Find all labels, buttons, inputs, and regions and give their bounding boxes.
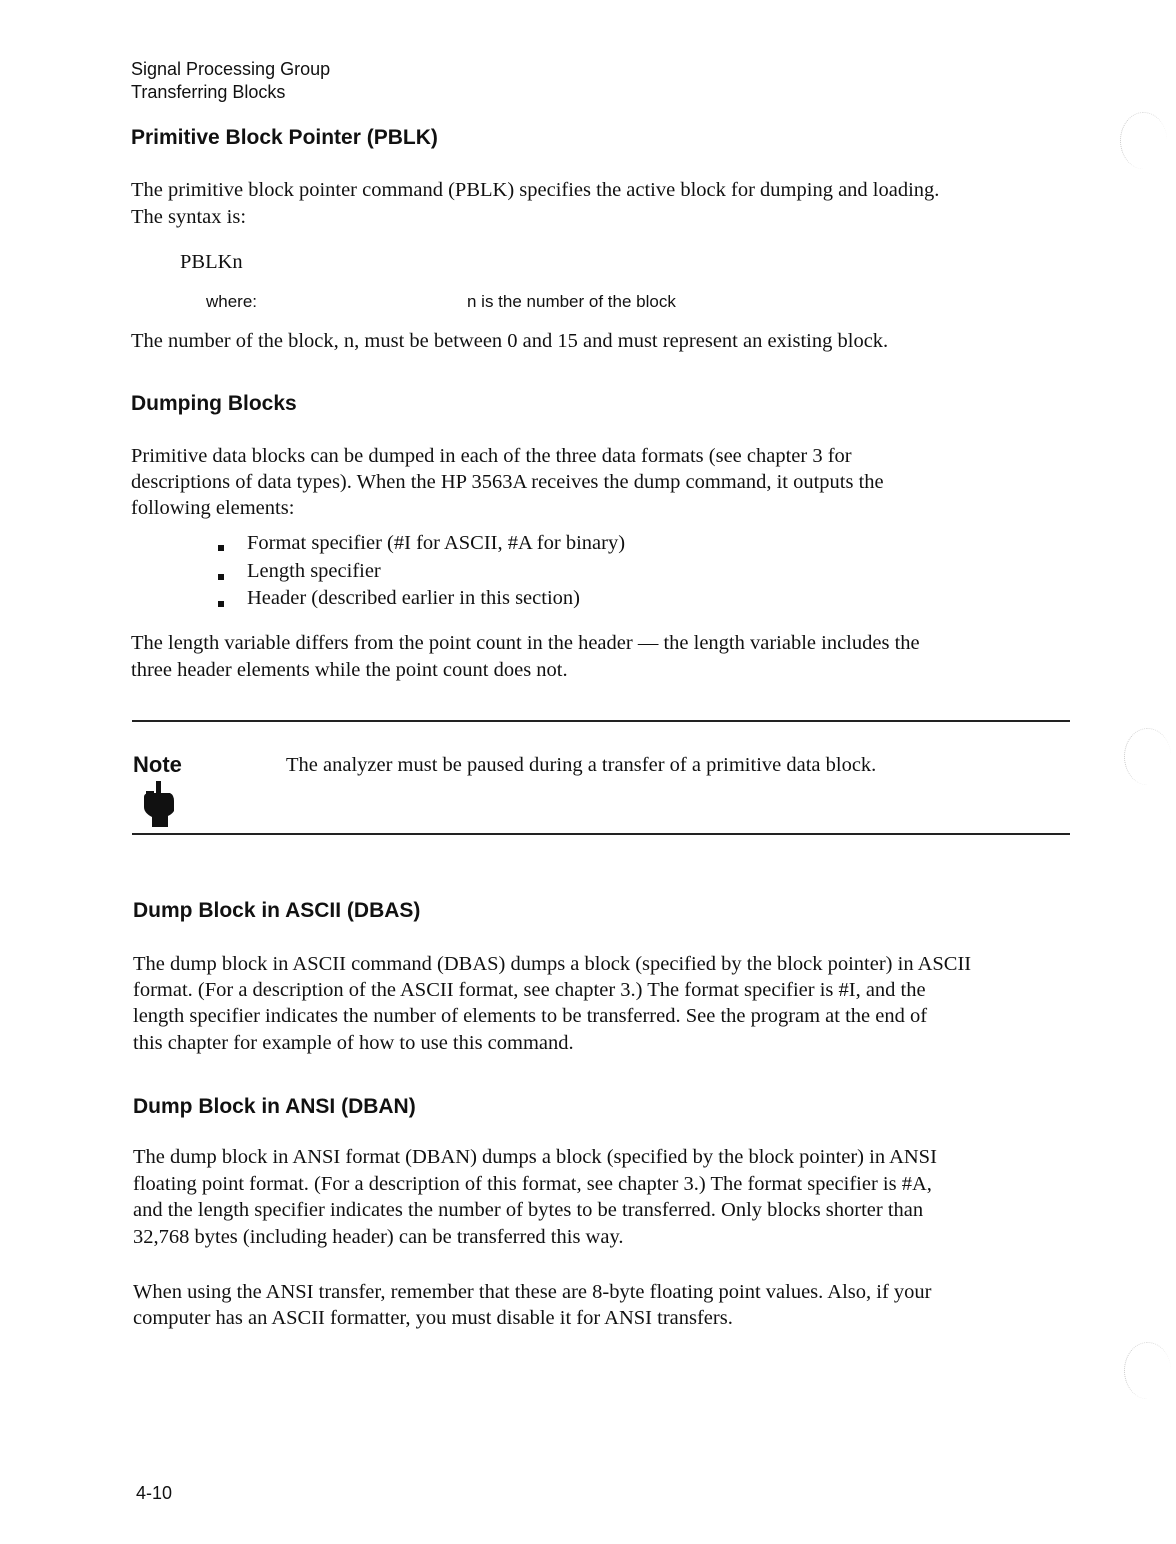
punch-hole-mark — [1124, 1342, 1171, 1399]
bullet-length-specifier: Length specifier — [247, 560, 381, 582]
note-label: Note — [133, 752, 182, 777]
bullet-marker — [218, 545, 224, 551]
pblk-intro-line-2: The syntax is: — [131, 206, 247, 228]
running-header-section: Transferring Blocks — [131, 82, 286, 102]
dumping-para-line-2: descriptions of data types). When the HP 3563A receives the dump command, it outputs the — [131, 471, 884, 493]
dbas-line-1: The dump block in ASCII command (DBAS) dumps a block (specified by the block pointer) in ASCII — [133, 953, 972, 975]
bullet-header: Header (described earlier in this section) — [247, 587, 580, 609]
punch-hole-mark — [1124, 728, 1171, 785]
bullet-format-specifier: Format specifier (#I for ASCII, #A for binary) — [247, 532, 626, 554]
dumping-para-line-3: following elements: — [131, 497, 295, 519]
dbas-line-3: length specifier indicates the number of elements to be transferred. See the program at the end of — [133, 1005, 928, 1027]
punch-hole-mark — [1120, 112, 1167, 169]
dban-line-1: The dump block in ANSI format (DBAN) dumps a block (specified by the block pointer) in ANSI — [133, 1146, 937, 1168]
length-variable-line-2: three header elements while the point count does not. — [131, 659, 568, 681]
ansi-transfer-line-1: When using the ANSI transfer, remember that these are 8-byte floating point values. Also, if your — [133, 1281, 932, 1303]
dban-line-3: and the length specifier indicates the number of bytes to be transferred. Only blocks shorter than — [133, 1199, 924, 1221]
note-bottom-rule — [132, 833, 1070, 835]
dbas-line-4: this chapter for example of how to use this command. — [133, 1032, 574, 1054]
pblk-range-text: The number of the block, n, must be between 0 and 15 and must represent an existing block. — [131, 330, 889, 352]
where-description: n is the number of the block — [467, 292, 676, 311]
note-text: The analyzer must be paused during a transfer of a primitive data block. — [286, 754, 877, 776]
dban-line-2: floating point format. (For a description of this format, see chapter 3.) The format specifier is #A, — [133, 1173, 932, 1195]
running-header-group: Signal Processing Group — [131, 59, 331, 79]
page-number: 4-10 — [136, 1483, 173, 1503]
pointing-hand-icon — [140, 781, 182, 834]
where-label: where: — [206, 292, 258, 311]
ansi-transfer-line-2: computer has an ASCII formatter, you must disable it for ANSI transfers. — [133, 1307, 733, 1329]
length-variable-line-1: The length variable differs from the point count in the header — the length variable includes the — [131, 632, 920, 654]
dumping-para-line-1: Primitive data blocks can be dumped in each of the three data formats (see chapter 3 for — [131, 445, 852, 467]
dbas-line-2: format. (For a description of the ASCII format, see chapter 3.) The format specifier is #I, and the — [133, 979, 926, 1001]
dban-line-4: 32,768 bytes (including header) can be transferred this way. — [133, 1226, 624, 1248]
pblk-syntax: PBLKn — [180, 251, 243, 273]
bullet-marker — [218, 574, 224, 580]
dban-heading: Dump Block in ANSI (DBAN) — [133, 1095, 416, 1118]
dumping-heading: Dumping Blocks — [131, 392, 297, 415]
bullet-marker — [218, 601, 224, 607]
dbas-heading: Dump Block in ASCII (DBAS) — [133, 899, 421, 922]
pblk-heading: Primitive Block Pointer (PBLK) — [131, 126, 438, 149]
note-top-rule — [132, 720, 1070, 722]
pblk-intro-line-1: The primitive block pointer command (PBLK) specifies the active block for dumping and loading. — [131, 179, 940, 201]
